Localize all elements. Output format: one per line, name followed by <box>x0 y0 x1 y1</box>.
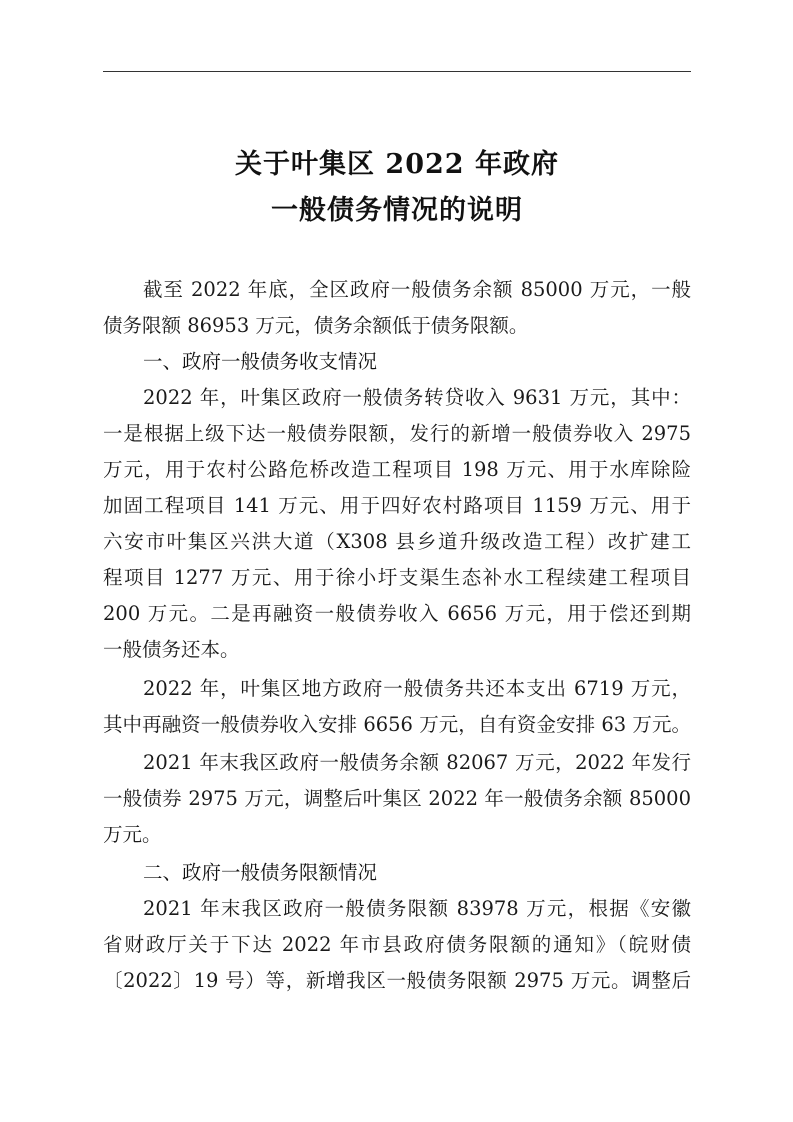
paragraph-2-line-1: 2022 年，叶集区政府一般债务转贷收入 9631 万元，其中： <box>143 386 691 409</box>
document-title-line-1: 关于叶集区 2022 年政府 <box>235 149 559 180</box>
header-rule <box>103 71 691 72</box>
paragraph-2-line-6: 程项目 1277 万元、用于徐小圩支渠生态补水工程续建工程项目 <box>103 566 691 589</box>
paragraph-3-line-1: 2022 年，叶集区地方政府一般债务共还本支出 6719 万元， <box>143 677 691 700</box>
paragraph-4-line-2: 一般债券 2975 万元，调整后叶集区 2022 年一般债务余额 85000 <box>103 787 691 810</box>
paragraph-2-line-7: 200 万元。二是再融资一般债券收入 6656 万元，用于偿还到期 <box>103 602 691 625</box>
section-heading-2: 二、政府一般债务限额情况 <box>143 861 378 884</box>
paragraph-2-line-4: 加固工程项目 141 万元、用于四好农村路项目 1159 万元、用于 <box>103 494 691 517</box>
paragraph-4-line-3: 万元。 <box>103 823 162 846</box>
paragraph-2-line-3: 万元，用于农村公路危桥改造工程项目 198 万元、用于水库除险 <box>103 458 691 481</box>
document-title-line-2: 一般债务情况的说明 <box>271 195 523 226</box>
paragraph-4-line-1: 2021 年末我区政府一般债务余额 82067 万元，2022 年发行 <box>143 751 691 774</box>
paragraph-2-line-2: 一是根据上级下达一般债券限额，发行的新增一般债券收入 2975 <box>103 422 691 445</box>
paragraph-1-line-2: 债务限额 86953 万元，债务余额低于债务限额。 <box>103 314 529 337</box>
paragraph-2-line-8: 一般债务还本。 <box>103 638 240 661</box>
paragraph-5-line-3: 〔2022〕19 号）等，新增我区一般债务限额 2975 万元。调整后 <box>103 969 691 992</box>
section-heading-1: 一、政府一般债务收支情况 <box>143 350 378 373</box>
paragraph-2-line-5: 六安市叶集区兴洪大道（X308 县乡道升级改造工程）改扩建工 <box>103 530 691 553</box>
paragraph-5-line-2: 省财政厅关于下达 2022 年市县政府债务限额的通知》（皖财债 <box>103 933 691 956</box>
paragraph-1-line-1: 截至 2022 年底，全区政府一般债务余额 85000 万元，一般 <box>143 278 691 301</box>
paragraph-5-line-1: 2021 年末我区政府一般债务限额 83978 万元，根据《安徽 <box>143 897 691 920</box>
paragraph-3-line-2: 其中再融资一般债券收入安排 6656 万元，自有资金安排 63 万元。 <box>103 713 691 736</box>
